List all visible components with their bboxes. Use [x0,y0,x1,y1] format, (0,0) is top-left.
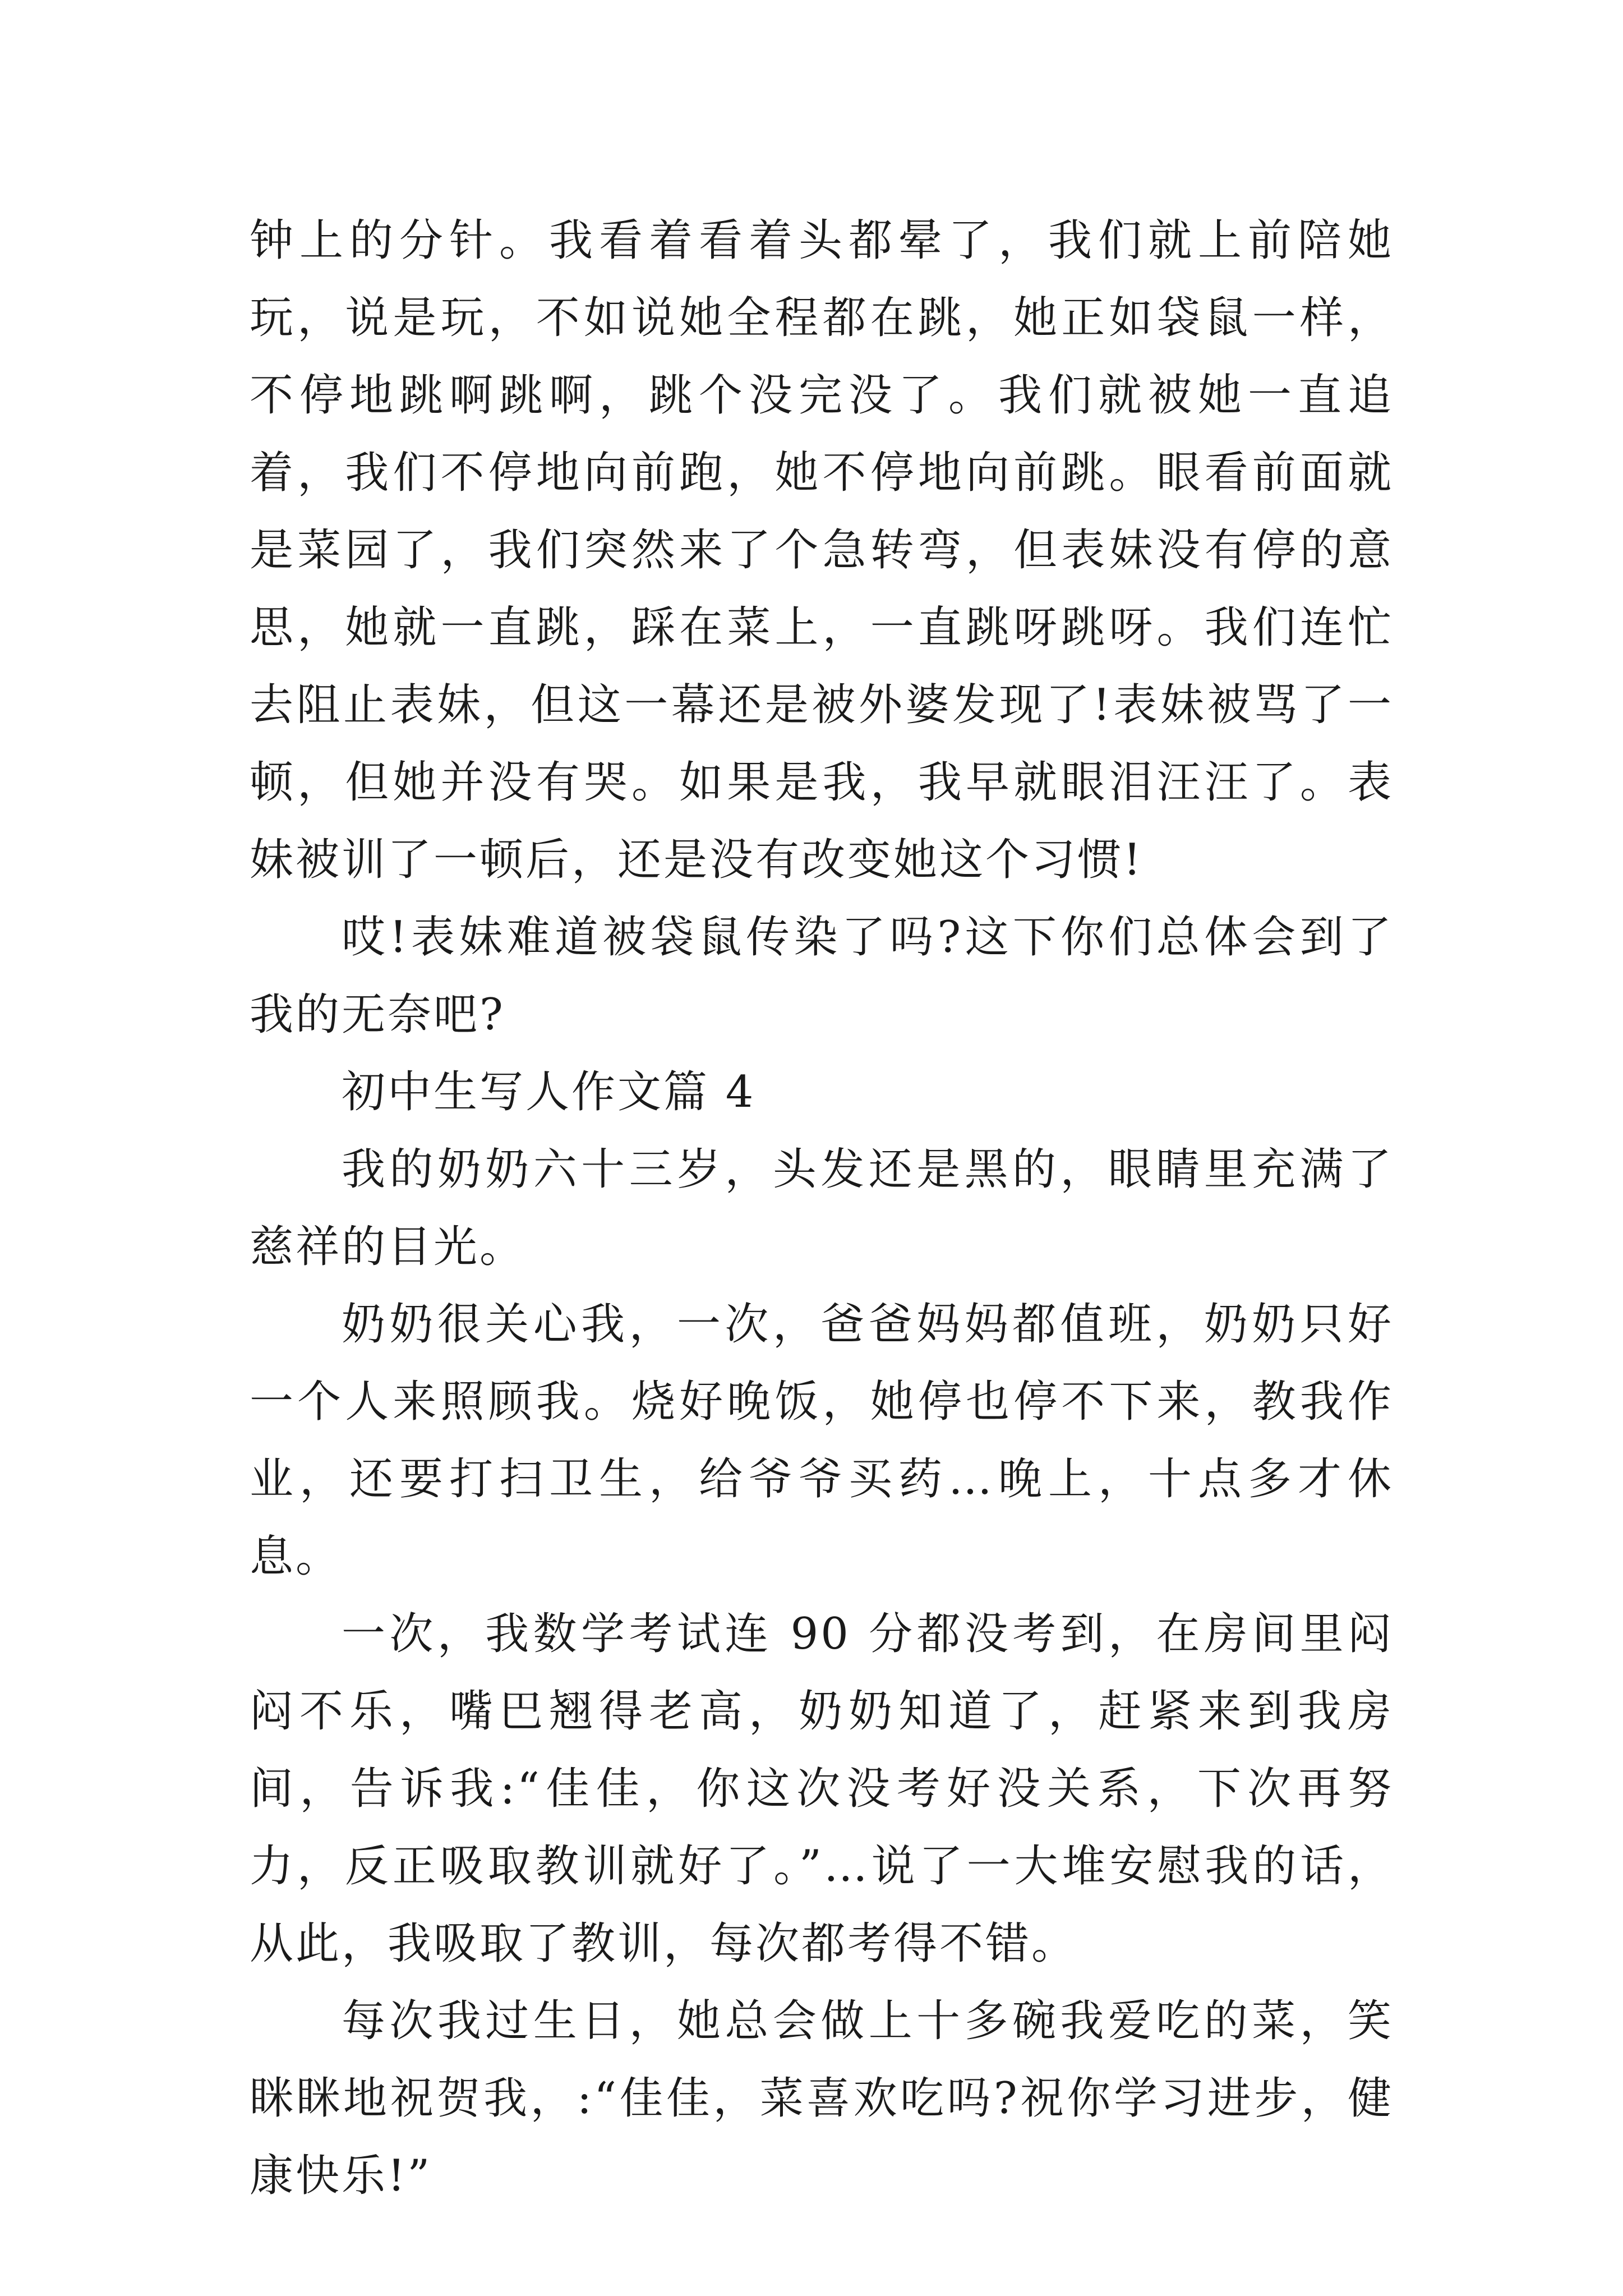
document-body [250,202,1394,2215]
section-heading: 初中生写人作文篇 4 [342,1067,756,1117]
paragraph-6: 每次我过生日，她总会做上十多碗我爱吃的菜，笑眯眯地祝贺我，:“佳佳，菜喜欢吃吗?祝你学习进步，健康快乐!” [250,1996,1394,2201]
paragraph-2: 哎!表妹难道被袋鼠传染了吗?这下你们总体会到了我的无奈吧? [250,912,1394,1040]
paragraph-1: 钟上的分针。我看着看着头都晕了，我们就上前陪她玩，说是玩，不如说她全程都在跳，她正如袋鼠一样，不停地跳啊跳啊，跳个没完没了。我们就被她一直追着，我们不停地向前跑，她不停地向前跳。眼看前面就是菜园了，我们突然来了个急转弯，但表妹没有停的意思，她就一直跳，踩在菜上，一直跳呀跳呀。我们连忙去阻止表妹，但这一幕还是被外婆发现了!表妹被骂了一顿，但她并没有哭。如果是我，我早就眼泪汪汪了。表妹被训了一顿后，还是没有改变她这个习惯! [250,215,1394,885]
paragraph-3: 我的奶奶六十三岁，头发还是黑的，眼睛里充满了慈祥的目光。 [250,1144,1394,1272]
paragraph-5: 一次，我数学考试连 90 分都没考到，在房间里闷闷不乐，嘴巴翘得老高，奶奶知道了，赶紧来到我房间，告诉我:“佳佳，你这次没考好没关系，下次再努力，反正吸取教训就好了。”…说了一大堆安慰我的话，从此，我吸取了教训，每次都考得不错。 [250,1609,1394,1969]
paragraph-4: 奶奶很关心我，一次，爸爸妈妈都值班，奶奶只好一个人来照顾我。烧好晚饭，她停也停不下来，教我作业，还要打扫卫生，给爷爷买药…晚上，十点多才休息。 [250,1299,1394,1582]
